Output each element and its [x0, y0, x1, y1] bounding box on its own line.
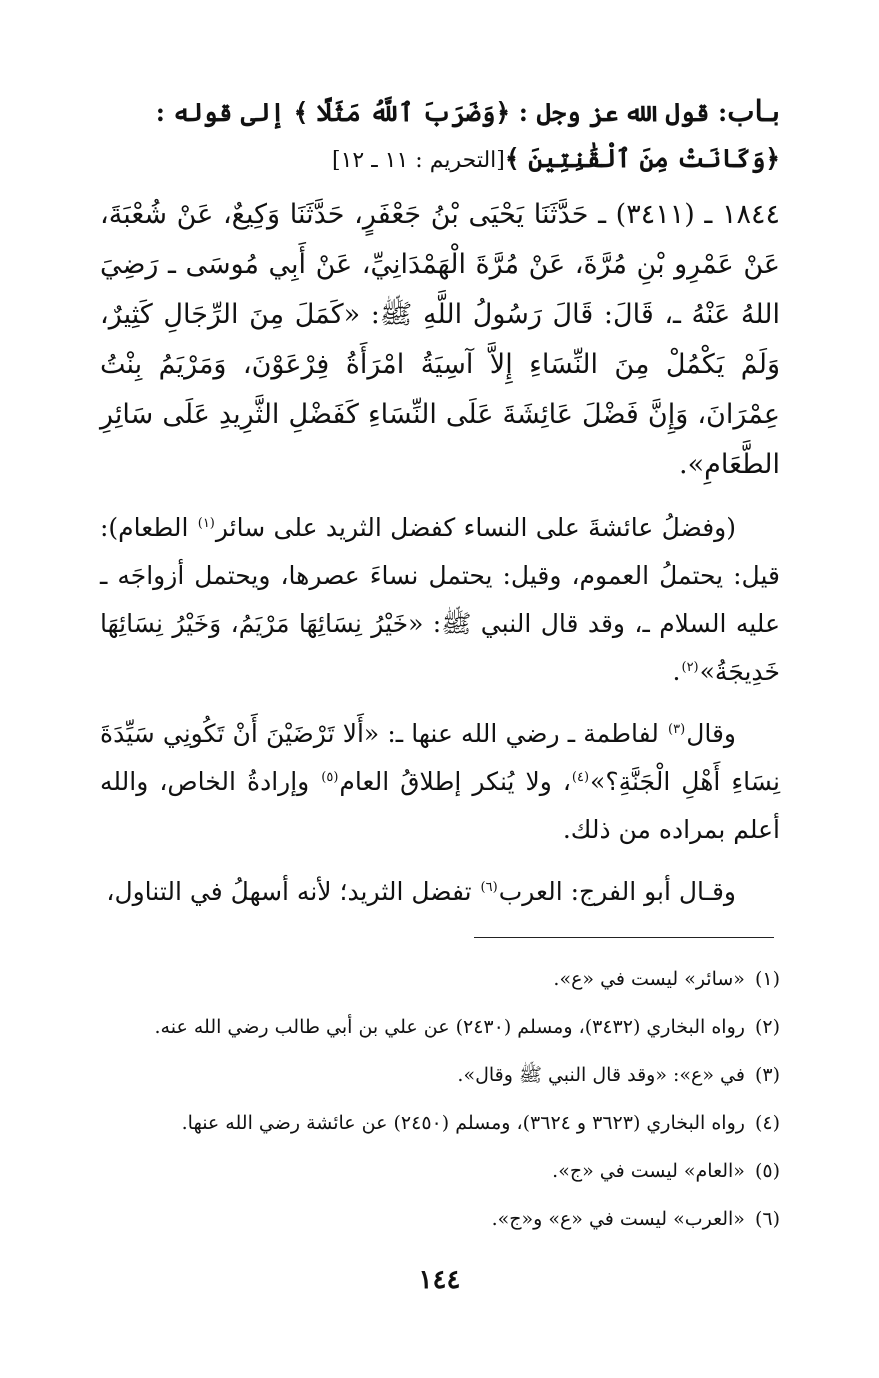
commentary-paragraph [100, 504, 780, 696]
commentary-text: وقـال أبو الفرج: العرب [498, 877, 736, 906]
footnote-text: رواه البخاري (٣٤٣٢)، ومسلم (٢٤٣٠) عن علي بن أبي طالب رضي الله عنه. [154, 1016, 745, 1038]
footnote-number: (٣) [754, 1064, 780, 1086]
commentary [100, 504, 780, 916]
footnote-text: في «ع»: «وقد قال النبي ﷺ وقال». [457, 1064, 745, 1086]
footnote-item [100, 1051, 780, 1099]
commentary-text: ، ولا يُنكر إطلاقُ العام [339, 767, 571, 796]
footnote-marker: (١) [197, 515, 215, 531]
footnote-number: (١) [754, 968, 780, 990]
footnote-text: «سائر» ليست في «ع». [553, 968, 745, 990]
footnote-separator [474, 937, 774, 938]
main-text [100, 88, 780, 930]
hadith-text: ١٨٤٤ ـ (٣٤١١) ـ حَدَّثَنَا يَحْيَى بْنُ جَعْفَرٍ، حَدَّثَنَا وَكِيعٌ، عَنْ شُعْبَةَ، عَنْ عَمْرِو بْنِ مُرَّةَ، عَنْ مُرَّةَ الْهَمْدَانِيِّ، عَنْ أَبِي مُوسَى ـ رَضِيَ اللهُ عَنْهُ ـ، قَالَ: قَالَ رَسُولُ اللَّهِ ﷺ: «كَمَلَ مِنَ الرِّجَالِ كَثِيرٌ، وَلَمْ يَكْمُلْ مِنَ النِّسَاءِ إِلاَّ آسِيَةُ امْرَأَةُ فِرْعَوْنَ، وَمَرْيَمُ بِنْتُ عِمْرَانَ، وَإِنَّ فَضْلَ عَائِشَةَ عَلَى النِّسَاءِ كَفَضْلِ الثَّرِيدِ عَلَى سَائِرِ الطَّعَامِ». [100, 199, 780, 480]
footnote-marker: (٣) [668, 721, 686, 737]
chapter-reference: [التحريم : ١١ ـ ١٢] [332, 148, 505, 173]
chapter-heading-text: : قول الله عز وجل : ﴿وَضَرَبَ ٱللَّهُ مَثَلًا ﴾ إلى قوله : ﴿وَكَانَتْ مِنَ ٱلْقَٰنِتِينَ ﴾ [155, 98, 780, 173]
chapter-heading [100, 88, 780, 184]
footnote-text: «العام» ليست في «ج». [552, 1160, 745, 1182]
footnote-number: (٥) [754, 1160, 780, 1182]
chapter-label: بـاب [727, 94, 780, 128]
commentary-text: . [672, 657, 681, 686]
footnotes [100, 955, 780, 1243]
footnote-marker: (٤) [571, 769, 590, 785]
commentary-paragraph [100, 868, 780, 916]
footnote-number: (٤) [754, 1112, 780, 1134]
footnote-marker: (٢) [681, 659, 699, 675]
footnote-text: «العرب» ليست في «ع» و«ج». [491, 1208, 745, 1230]
footnote-number: (٦) [754, 1208, 780, 1230]
commentary-paragraph [100, 710, 780, 854]
commentary-text: وإرادةُ الخاص، والله أعلم بمراده من ذلك. [100, 767, 780, 844]
commentary-text: تفضل الثريد؛ لأنه أسهلُ في التناول، [106, 877, 472, 906]
footnote-item [100, 1099, 780, 1147]
footnote-number: (٢) [754, 1016, 780, 1038]
page-number: ١٤٤ [418, 1265, 461, 1295]
footnote-item [100, 1147, 780, 1195]
commentary-text: لفاطمة ـ رضي الله عنها ـ: «أَلا تَرْضَيْنَ أَنْ تَكُونِي سَيِّدَةَ نِسَاءِ أَهْلِ الْجَنَّةِ؟» [100, 719, 781, 796]
footnote-item [100, 1195, 780, 1243]
footnote-text: رواه البخاري (٣٦٢٣ و ٣٦٢٤)، ومسلم (٢٤٥٠) عن عائشة رضي الله عنها. [181, 1112, 745, 1134]
commentary-text: الطعام): قيل: يحتملُ العموم، وقيل: يحتمل نساءَ عصرها، ويحتمل أزواجَه ـ عليه السلام ـ، وقد قال النبي ﷺ: «خَيْرُ نِسَائِهَا مَرْيَمُ، وَخَيْرُ نِسَائِهَا خَدِيجَةُ» [100, 513, 780, 686]
commentary-text: (وفضلُ عائشةَ على النساء كفضل الثريد على سائر [215, 513, 736, 542]
footnote-item [100, 955, 780, 1003]
footnote-item [100, 1003, 780, 1051]
commentary-text: وقال [686, 719, 736, 748]
footnote-marker: (٥) [321, 769, 339, 785]
footnote-marker: (٦) [480, 879, 498, 895]
